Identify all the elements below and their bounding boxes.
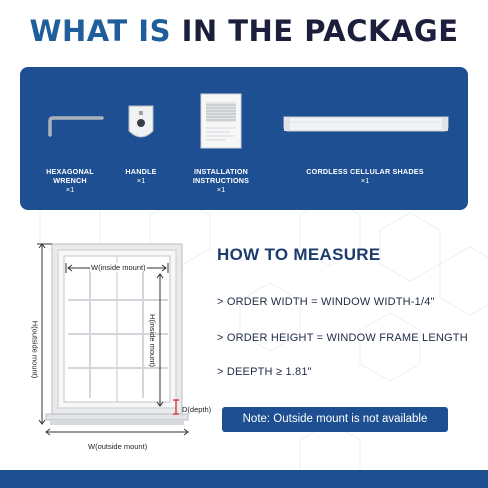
wrench-label-line2: WRENCH	[53, 176, 87, 185]
wrench-label	[30, 167, 110, 185]
wrench-label-line1: HEXAGONAL	[46, 167, 94, 176]
h-outside-label: H(outside mount)	[30, 320, 40, 379]
handle-qty: ×1	[136, 176, 146, 185]
how-to-measure-title: HOW TO MEASURE	[217, 245, 381, 264]
depth-label: D(depth)	[182, 405, 212, 414]
shades-qty: ×1	[360, 176, 370, 185]
order-height-rule: > ORDER HEIGHT = WINDOW FRAME LENGTH	[217, 332, 468, 344]
bottom-strip	[0, 470, 488, 488]
wrench-qty: ×1	[65, 185, 75, 194]
handle-label: HANDLE	[125, 167, 157, 176]
title-accent: WHAT IS	[29, 14, 171, 48]
page-title	[0, 14, 488, 48]
cordless-cellular-shades-icon	[282, 113, 450, 135]
instructions-label-line2: INSTRUCTIONS	[192, 176, 250, 185]
instructions-qty: ×1	[216, 185, 226, 194]
instructions-label	[180, 167, 262, 185]
shades-label: CORDLESS CELLULAR SHADES	[306, 167, 424, 176]
package-panel	[20, 67, 468, 210]
order-width-rule: > ORDER WIDTH = WINDOW WIDTH-1/4"	[217, 296, 435, 308]
hexagonal-wrench-icon	[42, 115, 104, 139]
handle-icon	[126, 103, 156, 143]
w-inside-label: W(inside mount)	[91, 263, 146, 272]
instructions-icon	[200, 93, 242, 149]
w-outside-label: W(outside mount)	[88, 442, 148, 451]
h-inside-label: H(inside mount)	[147, 314, 157, 367]
title-rest: IN THE PACKAGE	[181, 14, 459, 48]
outside-mount-note: Note: Outside mount is not available	[222, 407, 448, 432]
depth-rule: > DEEPTH ≥ 1.81"	[217, 366, 312, 378]
instructions-label-line1: INSTALLATION	[193, 167, 249, 176]
